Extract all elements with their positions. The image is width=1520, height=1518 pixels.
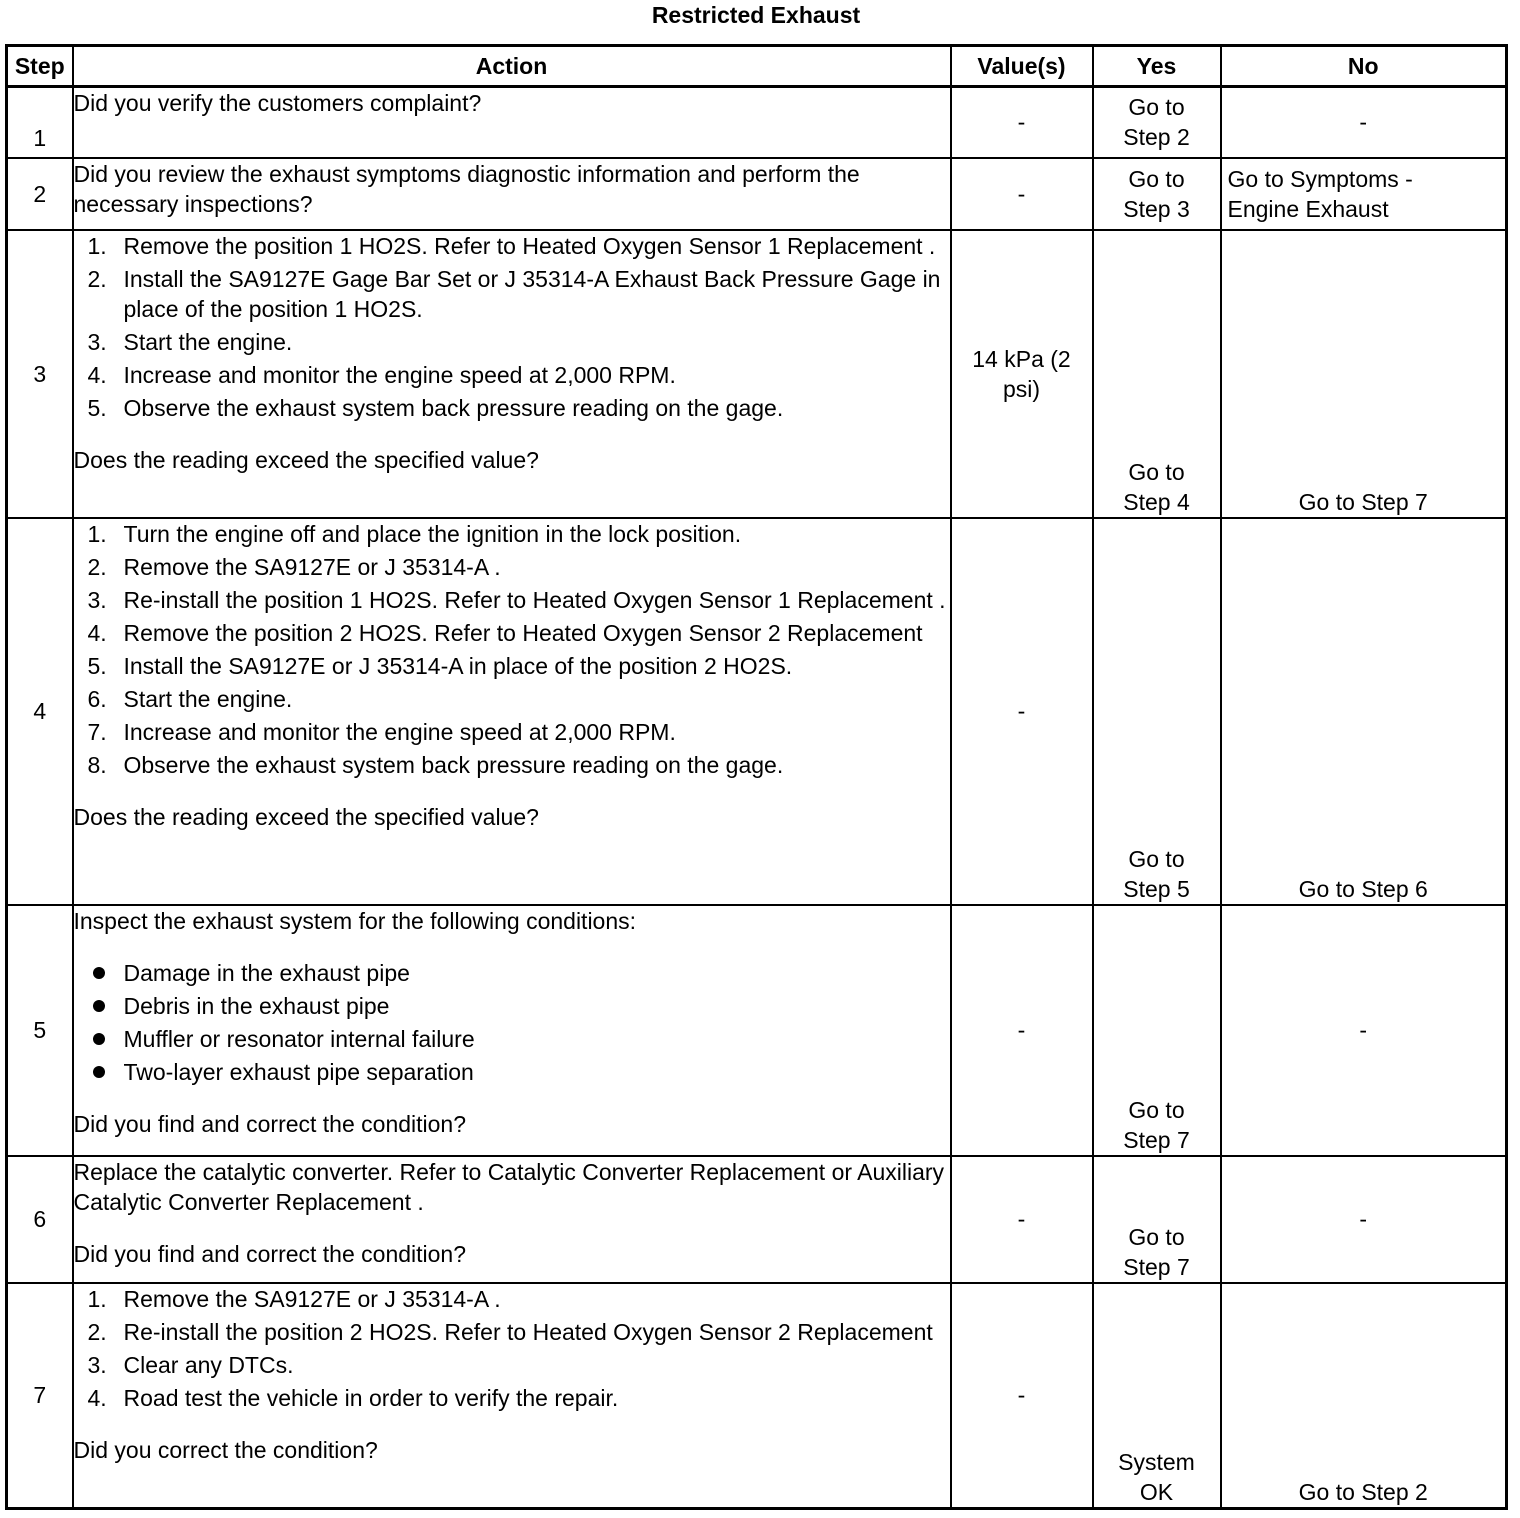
item-text: Observe the exhaust system back pressure reading on the gage. (123, 751, 784, 778)
yes-cell: Go to Step 3 (1093, 158, 1221, 230)
item-number: 4. (87, 619, 107, 646)
header-yes: Yes (1093, 46, 1221, 87)
table-row (7, 1156, 1507, 1283)
list-item (74, 684, 950, 714)
no-cell: Go to Symptoms - Engine Exhaust (1221, 158, 1507, 230)
step-number: 7 (7, 1283, 73, 1509)
action-question: Did you find and correct the condition? (73, 1110, 467, 1137)
step-list (74, 519, 950, 780)
action-text: Did you verify the customers complaint? (73, 90, 482, 116)
value-cell: - (951, 905, 1093, 1156)
table-row (7, 158, 1507, 230)
item-number: 6. (87, 685, 107, 712)
action-question: Does the reading exceed the specified value? (73, 803, 539, 830)
item-number: 3. (87, 586, 107, 613)
action-cell (73, 1283, 951, 1509)
no-cell: Go to Step 2 (1221, 1283, 1507, 1509)
list-item (74, 1057, 950, 1087)
diagnostic-table (5, 44, 1508, 1510)
table-row (7, 87, 1507, 158)
list-item (74, 585, 950, 615)
list-item (74, 231, 950, 261)
list-item (74, 1284, 950, 1314)
value-cell: - (951, 158, 1093, 230)
value-cell: - (951, 87, 1093, 158)
list-item (74, 750, 950, 780)
list-item (74, 1317, 950, 1347)
yes-cell: Go to Step 7 (1093, 1156, 1221, 1283)
list-item (74, 958, 950, 988)
yes-cell: Go to Step 7 (1093, 905, 1221, 1156)
action-cell (73, 158, 951, 230)
header-row (7, 46, 1507, 87)
item-text: Remove the position 2 HO2S. Refer to Heated Oxygen Sensor 2 Replacement (123, 619, 923, 646)
item-number: 7. (87, 718, 107, 745)
item-number: 2. (87, 553, 107, 580)
item-text: Increase and monitor the engine speed at 2,000 RPM. (123, 361, 676, 388)
table-row (7, 230, 1507, 518)
action-text: Replace the catalytic converter. Refer to Catalytic Converter Replacement or Auxiliary Catalytic Converter Replacement . (73, 1158, 945, 1215)
yes-cell: Go to Step 4 (1093, 230, 1221, 518)
table-row (7, 1283, 1507, 1509)
table-row (7, 905, 1507, 1156)
list-item (74, 552, 950, 582)
table-row (7, 518, 1507, 905)
header-no: No (1221, 46, 1507, 87)
item-text: Road test the vehicle in order to verify the repair. (123, 1384, 619, 1411)
bullet-icon (93, 1033, 105, 1045)
document-title: Restricted Exhaust (651, 2, 861, 28)
step-number: 3 (7, 230, 73, 518)
item-text: Install the SA9127E Gage Bar Set or J 35314-A Exhaust Back Pressure Gage in place of the position 1 HO2S. (123, 265, 941, 322)
item-text: Increase and monitor the engine speed at 2,000 RPM. (123, 718, 676, 745)
yes-cell: System OK (1093, 1283, 1221, 1509)
action-cell (73, 87, 951, 158)
step-number: 2 (7, 158, 73, 230)
header-value: Value(s) (951, 46, 1093, 87)
condition-list (74, 958, 950, 1087)
action-question: Did you correct the condition? (73, 1436, 378, 1463)
no-cell: Go to Step 7 (1221, 230, 1507, 518)
step-list (74, 231, 950, 423)
item-text: Clear any DTCs. (123, 1351, 294, 1378)
list-item (74, 327, 950, 357)
step-number: 6 (7, 1156, 73, 1283)
item-number: 3. (87, 1351, 107, 1378)
item-number: 5. (87, 652, 107, 679)
item-text: Remove the SA9127E or J 35314-A . (123, 1285, 501, 1312)
value-cell: - (951, 1156, 1093, 1283)
item-number: 1. (87, 520, 107, 547)
item-number: 1. (87, 1285, 107, 1312)
list-item (74, 1383, 950, 1413)
list-item (74, 1024, 950, 1054)
item-text: Start the engine. (123, 685, 293, 712)
item-text: Observe the exhaust system back pressure reading on the gage. (123, 394, 784, 421)
action-text: Inspect the exhaust system for the following conditions: (73, 907, 637, 934)
action-cell (73, 230, 951, 518)
item-number: 2. (87, 1318, 107, 1345)
item-number: 5. (87, 394, 107, 421)
action-cell (73, 905, 951, 1156)
item-number: 2. (87, 265, 107, 292)
item-text: Re-install the position 1 HO2S. Refer to Heated Oxygen Sensor 1 Replacement . (123, 586, 946, 613)
item-text: Damage in the exhaust pipe (123, 959, 410, 986)
list-item (74, 360, 950, 390)
step-number: 5 (7, 905, 73, 1156)
item-text: Install the SA9127E or J 35314-A in place of the position 2 HO2S. (123, 652, 793, 679)
action-question: Did you find and correct the condition? (73, 1240, 467, 1267)
step-list (74, 1284, 950, 1413)
no-cell: Go to Step 6 (1221, 518, 1507, 905)
no-cell: - (1221, 905, 1507, 1156)
item-number: 3. (87, 328, 107, 355)
action-cell (73, 518, 951, 905)
item-text: Turn the engine off and place the ignition in the lock position. (123, 520, 742, 547)
action-text: Did you review the exhaust symptoms diagnostic information and perform the necessary inspections? (73, 160, 860, 217)
value-cell: - (951, 1283, 1093, 1509)
yes-cell: Go to Step 2 (1093, 87, 1221, 158)
item-text: Start the engine. (123, 328, 293, 355)
list-item (74, 618, 950, 648)
step-number: 1 (7, 87, 73, 158)
list-item (74, 519, 950, 549)
value-cell: - (951, 518, 1093, 905)
list-item (74, 1350, 950, 1380)
item-text: Remove the position 1 HO2S. Refer to Heated Oxygen Sensor 1 Replacement . (123, 232, 936, 259)
item-text: Re-install the position 2 HO2S. Refer to Heated Oxygen Sensor 2 Replacement (123, 1318, 933, 1345)
item-text: Muffler or resonator internal failure (123, 1025, 475, 1052)
yes-cell: Go to Step 5 (1093, 518, 1221, 905)
item-text: Two-layer exhaust pipe separation (123, 1058, 474, 1085)
list-item (74, 393, 950, 423)
bullet-icon (93, 967, 105, 979)
header-step: Step (7, 46, 73, 87)
no-cell: - (1221, 87, 1507, 158)
header-action: Action (73, 46, 951, 87)
item-number: 4. (87, 361, 107, 388)
no-cell: - (1221, 1156, 1507, 1283)
item-text: Remove the SA9127E or J 35314-A . (123, 553, 501, 580)
action-cell (73, 1156, 951, 1283)
step-number: 4 (7, 518, 73, 905)
action-question: Does the reading exceed the specified value? (73, 446, 539, 473)
list-item (74, 991, 950, 1021)
item-text: Debris in the exhaust pipe (123, 992, 390, 1019)
list-item (74, 717, 950, 747)
bullet-icon (93, 1000, 105, 1012)
list-item (74, 264, 950, 324)
item-number: 4. (87, 1384, 107, 1411)
item-number: 8. (87, 751, 107, 778)
item-number: 1. (87, 232, 107, 259)
bullet-icon (93, 1066, 105, 1078)
list-item (74, 651, 950, 681)
value-cell: 14 kPa (2 psi) (951, 230, 1093, 518)
